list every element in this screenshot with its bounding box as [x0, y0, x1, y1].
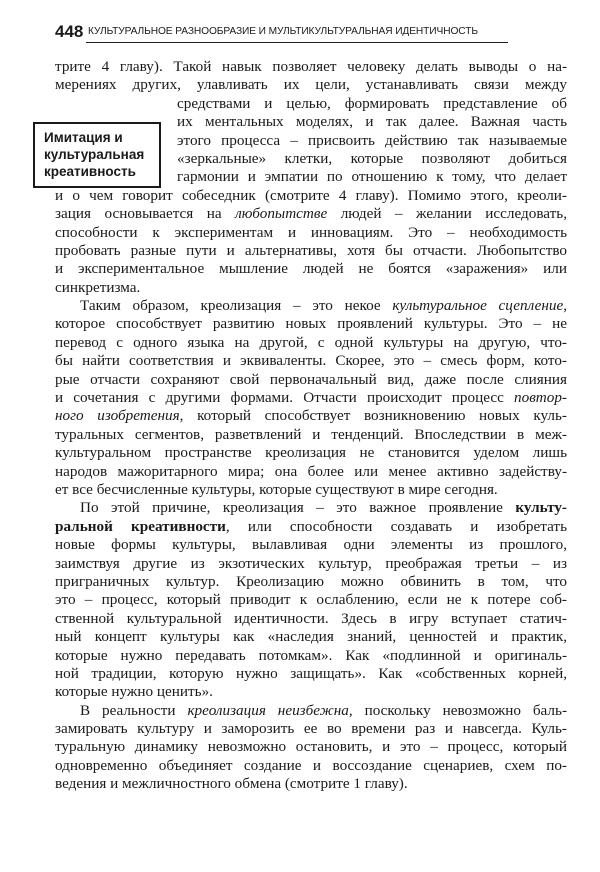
text-segment: и сочетания с другими формами. Отчасти происходит процесс — [55, 389, 514, 407]
page-number: 448 — [55, 22, 84, 41]
bold-text: ральной креативности — [55, 517, 226, 535]
italic-text: ного изобретения — [55, 407, 180, 425]
text-line — [55, 444, 567, 462]
text-segment: и экспериментальное мышление людей не боятся «заражения» или — [55, 260, 567, 278]
text-segment: ственной культуральной идентичности. Здесь в игру вступает статич- — [55, 609, 567, 627]
text-segment: перевод с одного языка на другой, с одной культуры на другую, что- — [55, 333, 567, 351]
text-line — [55, 297, 567, 315]
text-line — [55, 738, 567, 756]
text-line — [55, 775, 567, 793]
text-segment: «зеркальные» клетки, которые позволяют добиться — [177, 149, 567, 167]
text-line — [55, 518, 567, 536]
text-segment: культуральном пространстве креолизация не становится уделом лишь — [55, 444, 567, 462]
text-segment: ет все бесчисленные культуры, которые существуют в мире сегодня. — [55, 480, 498, 498]
text-segment: , — [563, 297, 568, 315]
text-segment: ной традиции, которую нужно защищать». Как «собственных корней, — [55, 664, 567, 682]
text-segment: синкретизма. — [55, 278, 141, 296]
text-segment: По этой причине, креолизация – это важное проявление — [80, 499, 516, 517]
bold-text: культу- — [515, 499, 567, 517]
margin-note-line: культуральная — [44, 147, 145, 162]
text-segment: ведения и межличностного обмена (смотрите 1 главу). — [55, 775, 408, 793]
text-segment: , поскольку невозможно баль- — [348, 701, 567, 719]
running-header-title: КУЛЬТУРАЛЬНОЕ РАЗНООБРАЗИЕ И МУЛЬТИКУЛЬТУРАЛЬНАЯ ИДЕНТИЧНОСТЬ — [88, 26, 478, 37]
text-segment: трите 4 главу). Такой навык позволяет человеку делать выводы о на- — [55, 58, 567, 75]
text-segment: средствами и целью, формировать представление об — [177, 94, 567, 112]
text-segment: заимствуя другие из экзотических культур, преображая третьи – из — [55, 554, 567, 572]
text-line — [55, 757, 567, 775]
text-line — [55, 407, 567, 425]
text-line — [55, 260, 567, 278]
text-line — [55, 168, 567, 186]
text-line — [55, 224, 567, 242]
text-line — [55, 334, 567, 352]
text-line — [55, 591, 567, 609]
text-segment: , который способствует возникновению новых куль- — [179, 407, 567, 425]
text-line — [55, 76, 567, 94]
text-segment: одновременно объединяет создание и воссоздание сценариев, схем по- — [55, 756, 567, 774]
text-line — [55, 187, 567, 205]
text-segment: новые формы культуры, вылавливая одни элементы из прошлого, — [55, 536, 567, 554]
text-line — [55, 371, 567, 389]
text-line — [55, 702, 567, 720]
italic-text: любопытстве — [235, 205, 328, 223]
text-segment: этого процесса – присвоить действию так называемые — [177, 131, 567, 149]
text-line — [55, 352, 567, 370]
text-line — [55, 610, 567, 628]
text-segment: приграничных культур. Креолизацию можно обвинить в том, что — [55, 572, 567, 590]
text-line — [55, 113, 567, 131]
text-segment: людей – желании исследовать, — [327, 205, 568, 223]
margin-note-line: креативность — [44, 164, 136, 179]
text-segment: бы найти соответствия и эквиваленты. Скорее, это – смесь форм, кото- — [55, 352, 567, 370]
text-segment: которые нужно передавать потомкам». Как «подлинной и оригиналь- — [55, 646, 567, 664]
text-segment: Таким образом, креолизация – это некое — [80, 297, 393, 315]
italic-text: культуральное сцепление — [392, 297, 564, 315]
text-segment: зация основывается на — [55, 205, 236, 223]
text-line — [55, 555, 567, 573]
text-segment: народов мажоритарного мира; она более или менее активно задейству- — [55, 462, 567, 480]
running-header — [55, 22, 510, 44]
text-segment: которое способствует развитию новых проявлений культуры. Это – не — [55, 315, 567, 333]
text-line — [55, 720, 567, 738]
text-segment: их ментальных моделях, и так далее. Важная часть — [177, 113, 567, 131]
text-line — [55, 95, 567, 113]
text-segment: туральных сегментов, разветвлений и тенденций. Впоследствии в меж- — [55, 425, 567, 443]
text-line — [55, 279, 567, 297]
text-segment: и о чем говорит собеседник (смотрите 4 главу). Помимо этого, креоли- — [55, 186, 567, 204]
text-line — [55, 499, 567, 517]
text-line — [55, 205, 567, 223]
text-line — [55, 315, 567, 333]
margin-note-line: Имитация и — [44, 130, 123, 145]
text-segment: мерениях других, улавливать их цели, устанавливать связи между — [55, 76, 567, 94]
text-line — [55, 665, 567, 683]
text-segment: способности к экспериментам и инновациям. Это – необходимость — [55, 223, 567, 241]
text-segment: В реальности — [80, 701, 188, 719]
text-segment: пробовать разные пути и альтернативы, хотя бы отчасти. Любопытство — [55, 241, 567, 259]
text-segment: ный концепт культуры как «наследия знаний, ценностей и практик, — [55, 628, 567, 646]
text-segment: которые нужно ценить». — [55, 683, 213, 701]
text-line — [55, 628, 567, 646]
text-line — [55, 573, 567, 591]
text-line — [55, 242, 567, 260]
text-line — [55, 389, 567, 407]
text-line — [55, 683, 567, 701]
text-line — [55, 647, 567, 665]
text-line — [55, 481, 567, 499]
header-rule — [86, 42, 508, 43]
text-line — [55, 132, 567, 150]
text-line — [55, 150, 567, 168]
text-line — [55, 58, 567, 76]
text-line — [55, 463, 567, 481]
text-line — [55, 426, 567, 444]
text-segment: замировать культуру и заморозить ее во времени раз и навсегда. Куль- — [55, 720, 567, 738]
text-segment: это – процесс, который приводит к ослаблению, если не к потере соб- — [55, 591, 567, 609]
text-line — [55, 536, 567, 554]
body-text — [55, 58, 567, 794]
text-segment: рые отчасти сохраняют свой первоначальный вид, даже после слияния — [55, 370, 567, 388]
italic-text: креолизация неизбежна — [187, 701, 349, 719]
italic-text: повтор- — [514, 389, 567, 407]
text-segment: туральную динамику невозможно остановить, и это – процесс, который — [55, 738, 567, 756]
text-segment: , или способности создавать и изобретать — [225, 517, 567, 535]
text-segment: гармонии и эмпатии по отношению к тому, что делает — [177, 168, 567, 186]
